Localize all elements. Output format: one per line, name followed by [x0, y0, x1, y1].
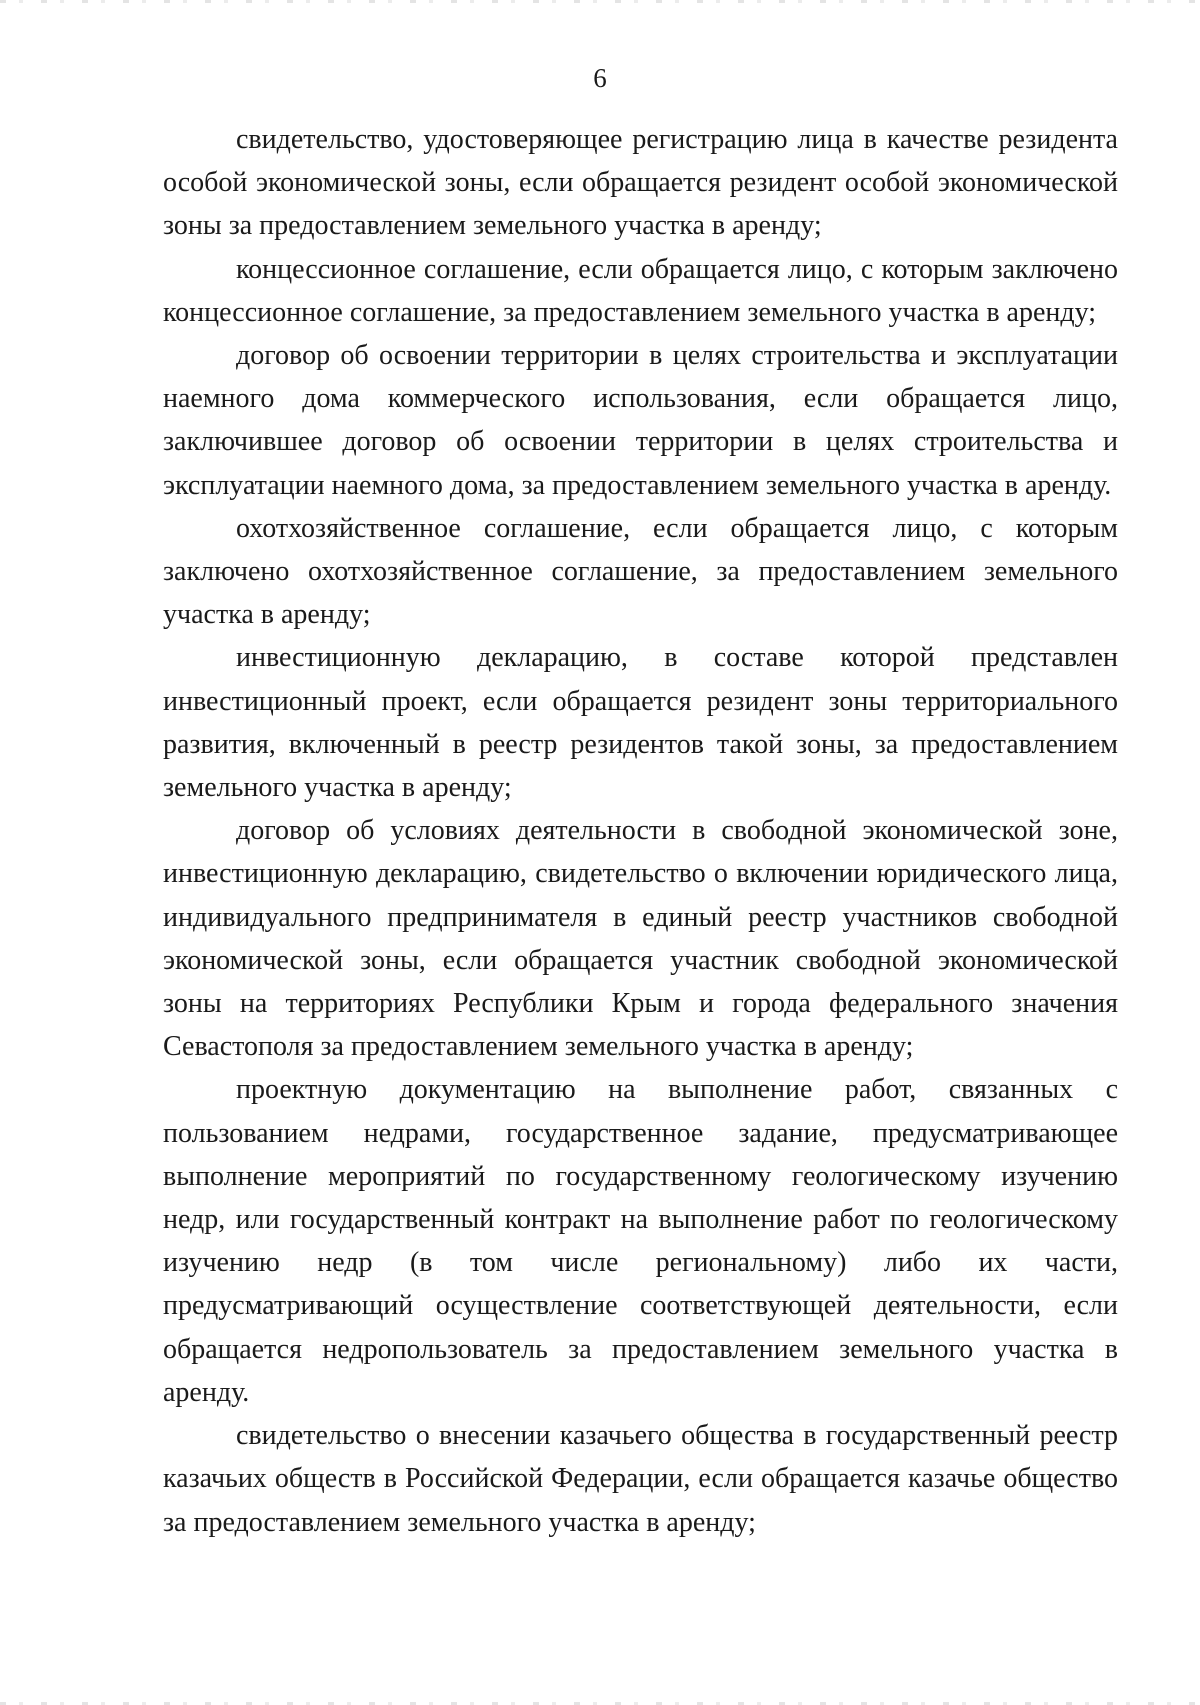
- paragraph-free-economic-zone: договор об условиях деятельности в свободной экономической зоне, инвестиционную декларацию, свидетельство о включении юридического лица, индивидуального предпринимателя в единый реестр участников свободной экономической зоны, если обращается участник свободной экономической зоны на территориях Республики Крым и города федерального значения Севастополя за предоставлением земельного участка в аренду;: [163, 815, 1118, 1063]
- paragraph-territory-development-contract: договор об освоении территории в целях строительства и эксплуатации наемного дома коммерческого использования, если обращается лицо, заключившее договор об освоении территории в целях строительства и эксплуатации наемного дома, за предоставлением земельного участка в аренду.: [163, 340, 1118, 501]
- scan-edge-top: [0, 0, 1200, 3]
- paragraph-cossack-society: свидетельство о внесении казачьего общества в государственный реестр казачьих обществ в Российской Федерации, если обращается казачье общество за предоставлением земельного участка в аренду;: [163, 1420, 1118, 1538]
- paragraph-resident-certificate: свидетельство, удостоверяющее регистрацию лица в качестве резидента особой экономической зоны, если обращается резидент особой экономической зоны за предоставлением земельного участка в аренду;: [163, 124, 1118, 242]
- paragraph-subsoil-use: проектную документацию на выполнение работ, связанных с пользованием недрами, государственное задание, предусматривающее выполнение мероприятий по государственному геологическому изучению недр, или государственный контракт на выполнение работ по геологическому изучению недр (в том числе региональному) либо их части, предусматривающий осуществление соответствующей деятельности, если обращается недропользователь за предоставлением земельного участка в аренду.: [163, 1074, 1118, 1408]
- page-number: 6: [593, 63, 607, 93]
- paragraph-investment-declaration: инвестиционную декларацию, в составе которой представлен инвестиционный проект, если обращается резидент зоны территориального развития, включенный в реестр резидентов такой зоны, за предоставлением земельного участка в аренду;: [163, 642, 1118, 804]
- paragraph-concession-agreement: концессионное соглашение, если обращается лицо, с которым заключено концессионное соглашение, за предоставлением земельного участка в аренду;: [163, 253, 1118, 328]
- paragraph-hunting-agreement: охотхозяйственное соглашение, если обращается лицо, с которым заключено охотхозяйственное соглашение, за предоставлением земельного участка в аренду;: [163, 512, 1118, 631]
- document-body: [163, 118, 1118, 1544]
